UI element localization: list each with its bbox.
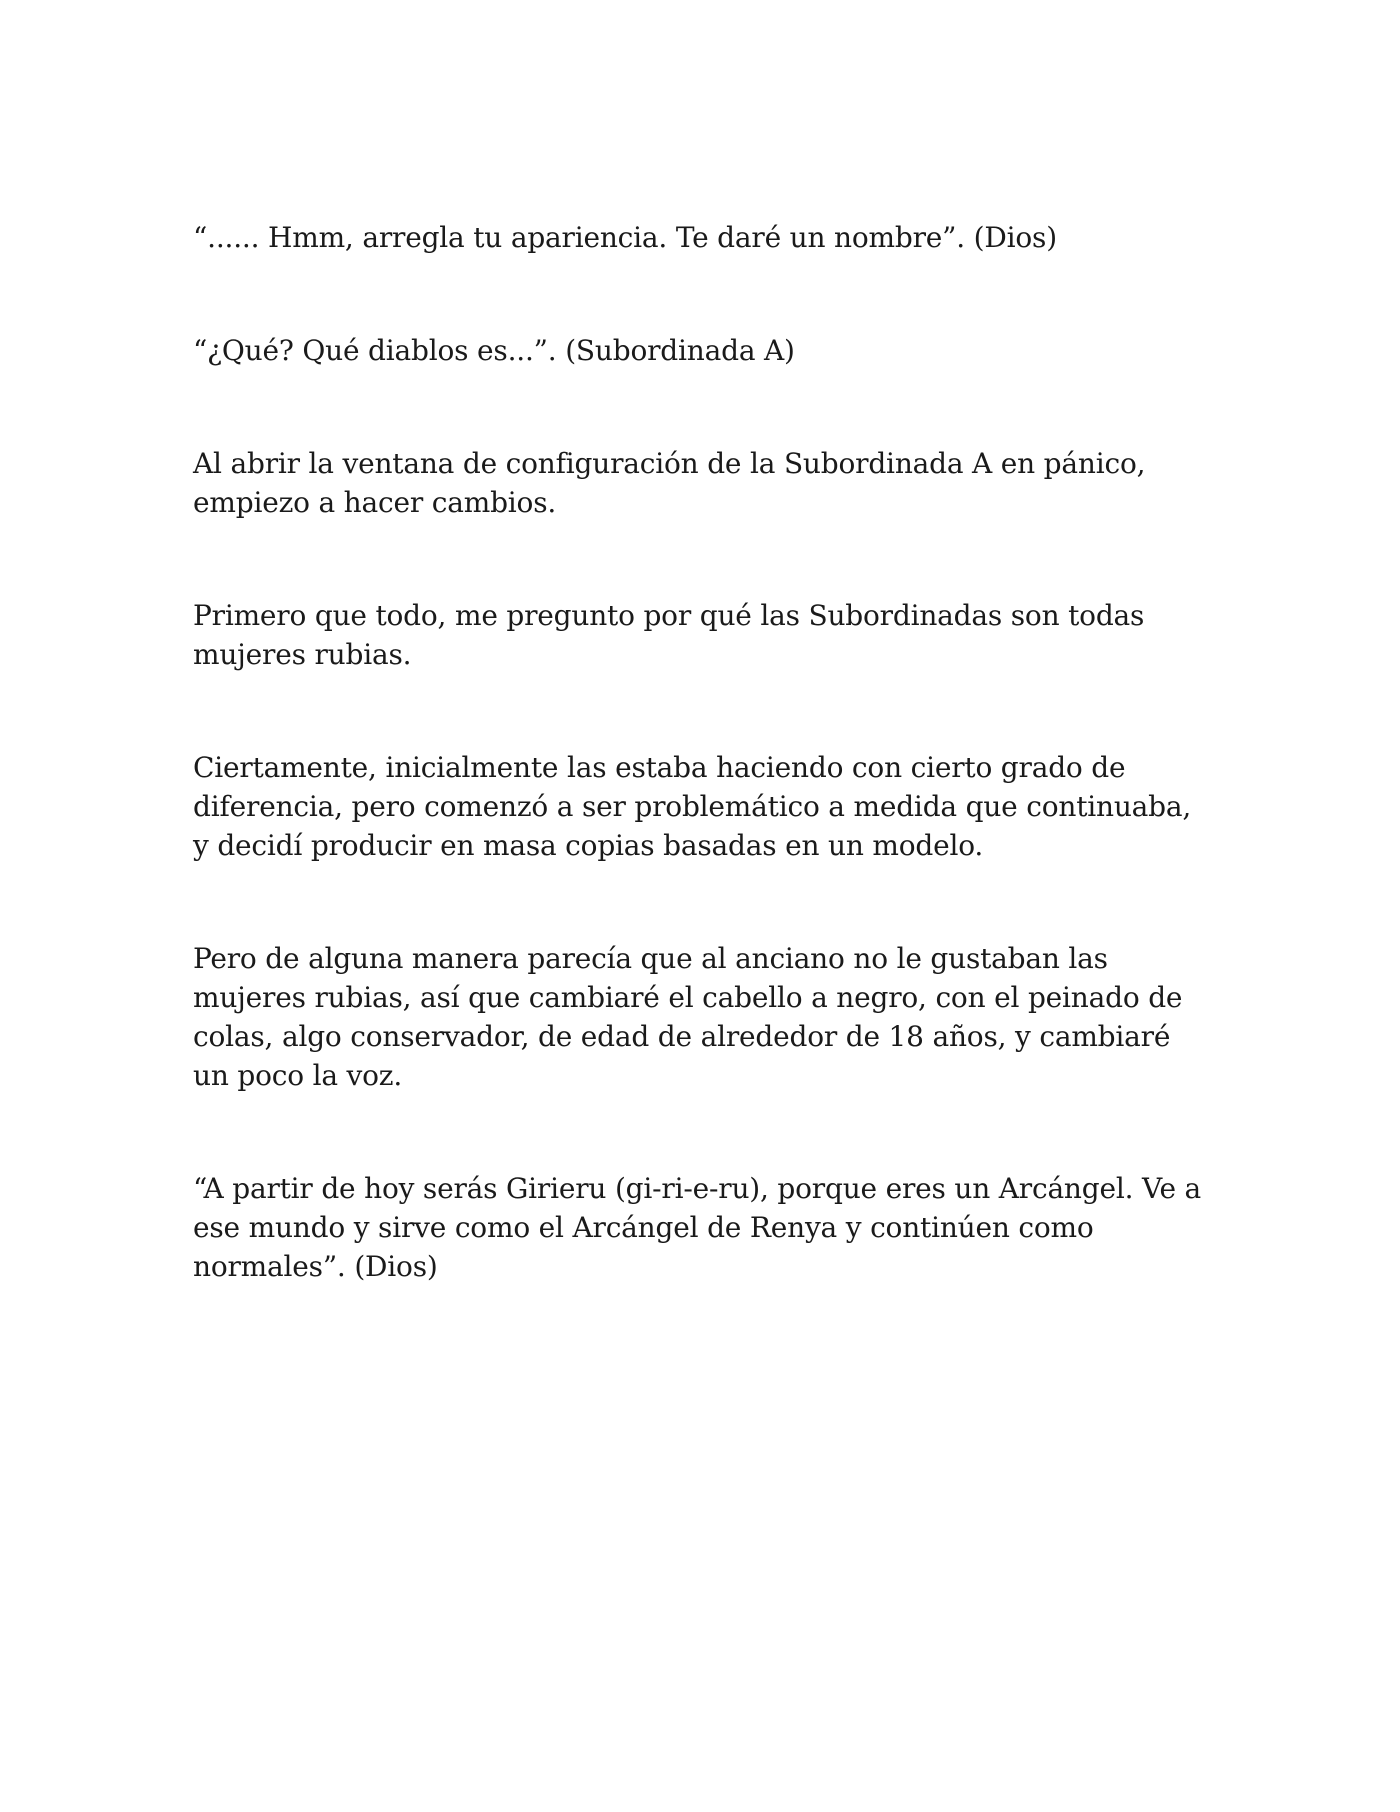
paragraph-dialogue-subordinada: “¿Qué? Qué diablos es...”. (Subordinada A) <box>193 334 795 367</box>
paragraph-configuration-window: Al abrir la ventana de configuración de la Subordinada A en pánico, empiezo a hacer cambios. <box>193 447 1146 519</box>
document-body <box>193 218 1203 1360</box>
paragraph-mass-production: Ciertamente, inicialmente las estaba haciendo con cierto grado de diferencia, pero comenzó a ser problemático a medida que continuaba, y decidí producir en masa copias basadas en un modelo. <box>193 751 1192 862</box>
paragraph-blonde-women: Primero que todo, me pregunto por qué las Subordinadas son todas mujeres rubias. <box>193 599 1145 671</box>
paragraph-dialogue-dios-2: “A partir de hoy serás Girieru (gi-ri-e-ru), porque eres un Arcángel. Ve a ese mundo y sirve como el Arcángel de Renya y continúen como normales”. (Dios) <box>193 1172 1202 1283</box>
paragraph-appearance-changes: Pero de alguna manera parecía que al anciano no le gustaban las mujeres rubias, así que cambiaré el cabello a negro, con el peinado de colas, algo conservador, de edad de alrededor de 18 años, y cambiaré un poco la voz. <box>193 942 1183 1092</box>
paragraph-dialogue-dios-1: “...... Hmm, arregla tu apariencia. Te daré un nombre”. (Dios) <box>193 221 1057 254</box>
